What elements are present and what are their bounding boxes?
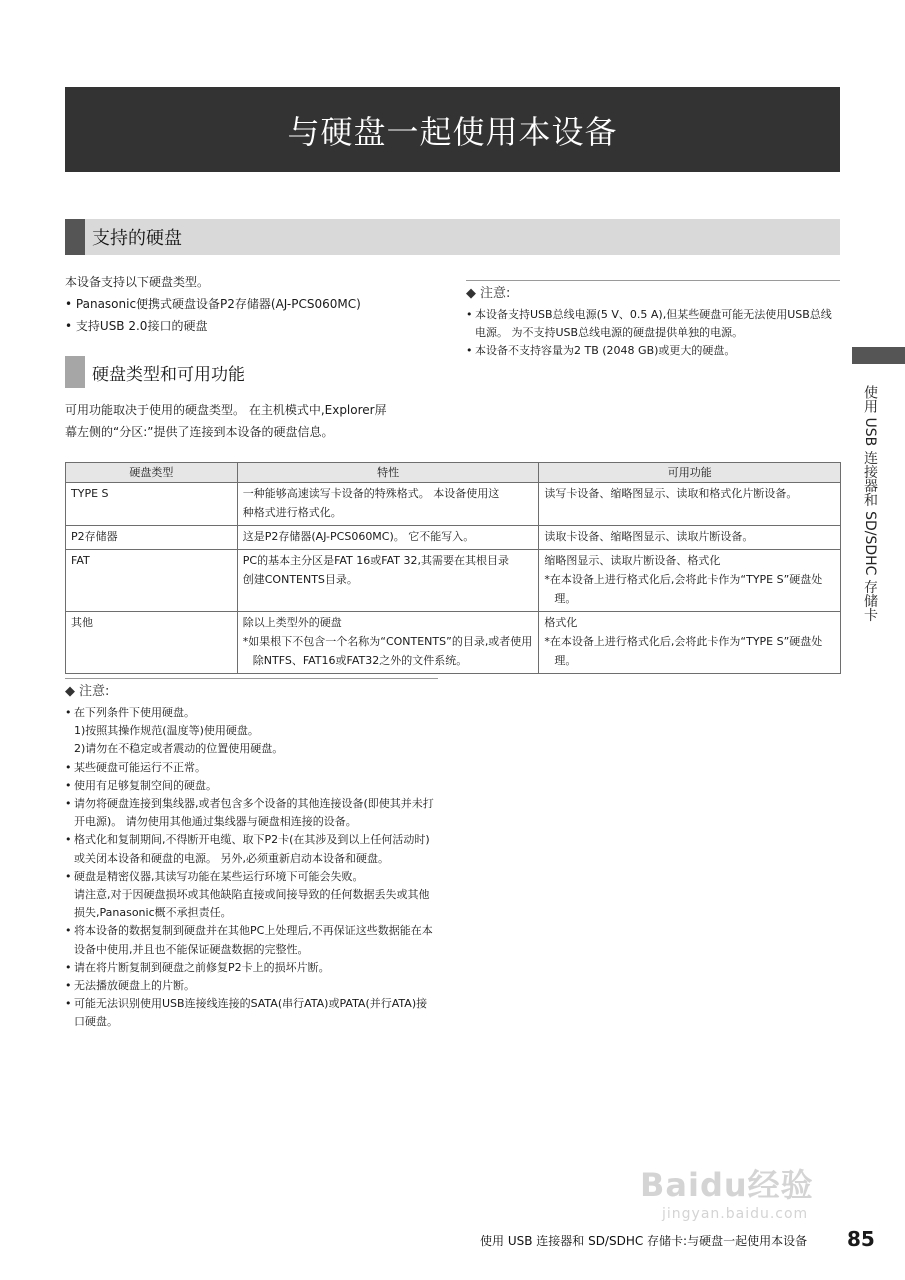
note-item: • 本设备支持USB总线电源(5 V、0.5 A),但某些硬盘可能无法使用USB总线电源。 为不支持USB总线电源的硬盘提供单独的电源。 (466, 306, 840, 342)
note-item: • 硬盘是精密仪器,其读写功能在某些运行环境下可能会失败。 (65, 868, 438, 886)
side-tab-marker (852, 347, 905, 364)
note-item: 2)请勿在不稳定或者震动的位置使用硬盘。 (74, 742, 284, 756)
cell-type: TYPE S (66, 483, 238, 526)
subsection-marker (65, 356, 85, 388)
note-box-right (466, 280, 840, 360)
intro-bullet: • Panasonic便携式硬盘设备P2存储器(AJ-PCS060MC) (65, 293, 445, 315)
table-row (66, 612, 841, 674)
cell-type: FAT (66, 550, 238, 612)
disk-type-table (65, 462, 841, 674)
column-header: 特性 (237, 463, 539, 483)
page-title: 与硬盘一起使用本设备 (65, 87, 840, 172)
cell-type: P2存储器 (66, 526, 238, 550)
watermark-url: jingyan.baidu.com (662, 1206, 809, 1222)
note-heading: ◆ 注意: (65, 684, 110, 699)
watermark-logo: Baidu经验 (640, 1166, 814, 1204)
table-row (66, 550, 841, 612)
section-title: 支持的硬盘 (92, 228, 182, 249)
description-line: 幕左侧的“分区:”提供了连接到本设备的硬盘信息。 (65, 425, 334, 439)
section-marker (65, 219, 85, 255)
subsection-title: 硬盘类型和可用功能 (92, 364, 245, 385)
table-row (66, 483, 841, 526)
section-header (65, 219, 840, 255)
table-header-row (66, 463, 841, 483)
column-header: 硬盘类型 (66, 463, 238, 483)
note-item: • 无法播放硬盘上的片断。 (65, 977, 438, 995)
function-description (65, 399, 443, 443)
note-item: • 格式化和复制期间,不得断开电缆、取下P2卡(在其涉及到以上任何活动时)或关闭本设备和硬盘的电源。 另外,必须重新启动本设备和硬盘。 (65, 831, 438, 867)
cell-feature: 一种能够高速读写卡设备的特殊格式。 本设备使用这 种格式进行格式化。 (237, 483, 539, 526)
page-number: 85 (847, 1227, 875, 1251)
note-item: • 在下列条件下使用硬盘。 (65, 704, 438, 722)
note-item: • 本设备不支持容量为2 TB (2048 GB)或更大的硬盘。 (466, 342, 840, 360)
note-box-bottom (65, 678, 438, 1032)
table-row (66, 526, 841, 550)
cell-function: 读取卡设备、缩略图显示、读取片断设备。 (539, 526, 841, 550)
note-item: • 将本设备的数据复制到硬盘并在其他PC上处理后,不再保证这些数据能在本设备中使用,并且也不能保证硬盘数据的完整性。 (65, 922, 438, 958)
baidu-watermark (640, 1160, 845, 1240)
cell-feature: 除以上类型外的硬盘 *如果根下不包含一个名称为“CONTENTS”的目录,或者使用除NTFS、FAT16或FAT32之外的文件系统。 (237, 612, 539, 674)
note-item: 1)按照其操作规范(温度等)使用硬盘。 (74, 724, 259, 738)
note-item: 请注意,对于因硬盘损坏或其他缺陷直接或间接导致的任何数据丢失或其他损失,Panasonic概不承担责任。 (74, 888, 430, 920)
intro-line: 本设备支持以下硬盘类型。 (65, 275, 210, 289)
note-item: • 某些硬盘可能运行不正常。 (65, 759, 438, 777)
cell-function: 格式化 *在本设备上进行格式化后,会将此卡作为“TYPE S”硬盘处理。 (539, 612, 841, 674)
description-line: 可用功能取决于使用的硬盘类型。 在主机模式中,Explorer屏 (65, 403, 387, 417)
subsection-header (65, 356, 245, 388)
cell-feature: PC的基本主分区是FAT 16或FAT 32,其需要在其根目录 创建CONTENTS目录。 (237, 550, 539, 612)
cell-function: 读写卡设备、缩略图显示、读取和格式化片断设备。 (539, 483, 841, 526)
note-item: • 可能无法识别使用USB连接线连接的SATA(串行ATA)或PATA(并行ATA)接口硬盘。 (65, 995, 438, 1031)
column-header: 可用功能 (539, 463, 841, 483)
intro-block (65, 271, 445, 337)
side-chapter-label: 使用 USB 连接器和 SD/SDHC 存储卡 (862, 385, 878, 622)
note-heading: ◆ 注意: (466, 286, 511, 301)
note-item: • 使用有足够复制空间的硬盘。 (65, 777, 438, 795)
diamond-icon: ◆ (466, 286, 476, 301)
cell-type: 其他 (66, 612, 238, 674)
note-item: • 请在将片断复制到硬盘之前修复P2卡上的损坏片断。 (65, 959, 438, 977)
note-item: • 请勿将硬盘连接到集线器,或者包含多个设备的其他连接设备(即使其并未打开电源)。 请勿使用其他通过集线器与硬盘相连接的设备。 (65, 795, 438, 831)
diamond-icon: ◆ (65, 684, 75, 699)
cell-function: 缩略图显示、读取片断设备、格式化 *在本设备上进行格式化后,会将此卡作为“TYPE S”硬盘处理。 (539, 550, 841, 612)
page-footer: 使用 USB 连接器和 SD/SDHC 存储卡:与硬盘一起使用本设备 (480, 1234, 808, 1248)
intro-bullet: • 支持USB 2.0接口的硬盘 (65, 315, 445, 337)
cell-feature: 这是P2存储器(AJ-PCS060MC)。 它不能写入。 (237, 526, 539, 550)
